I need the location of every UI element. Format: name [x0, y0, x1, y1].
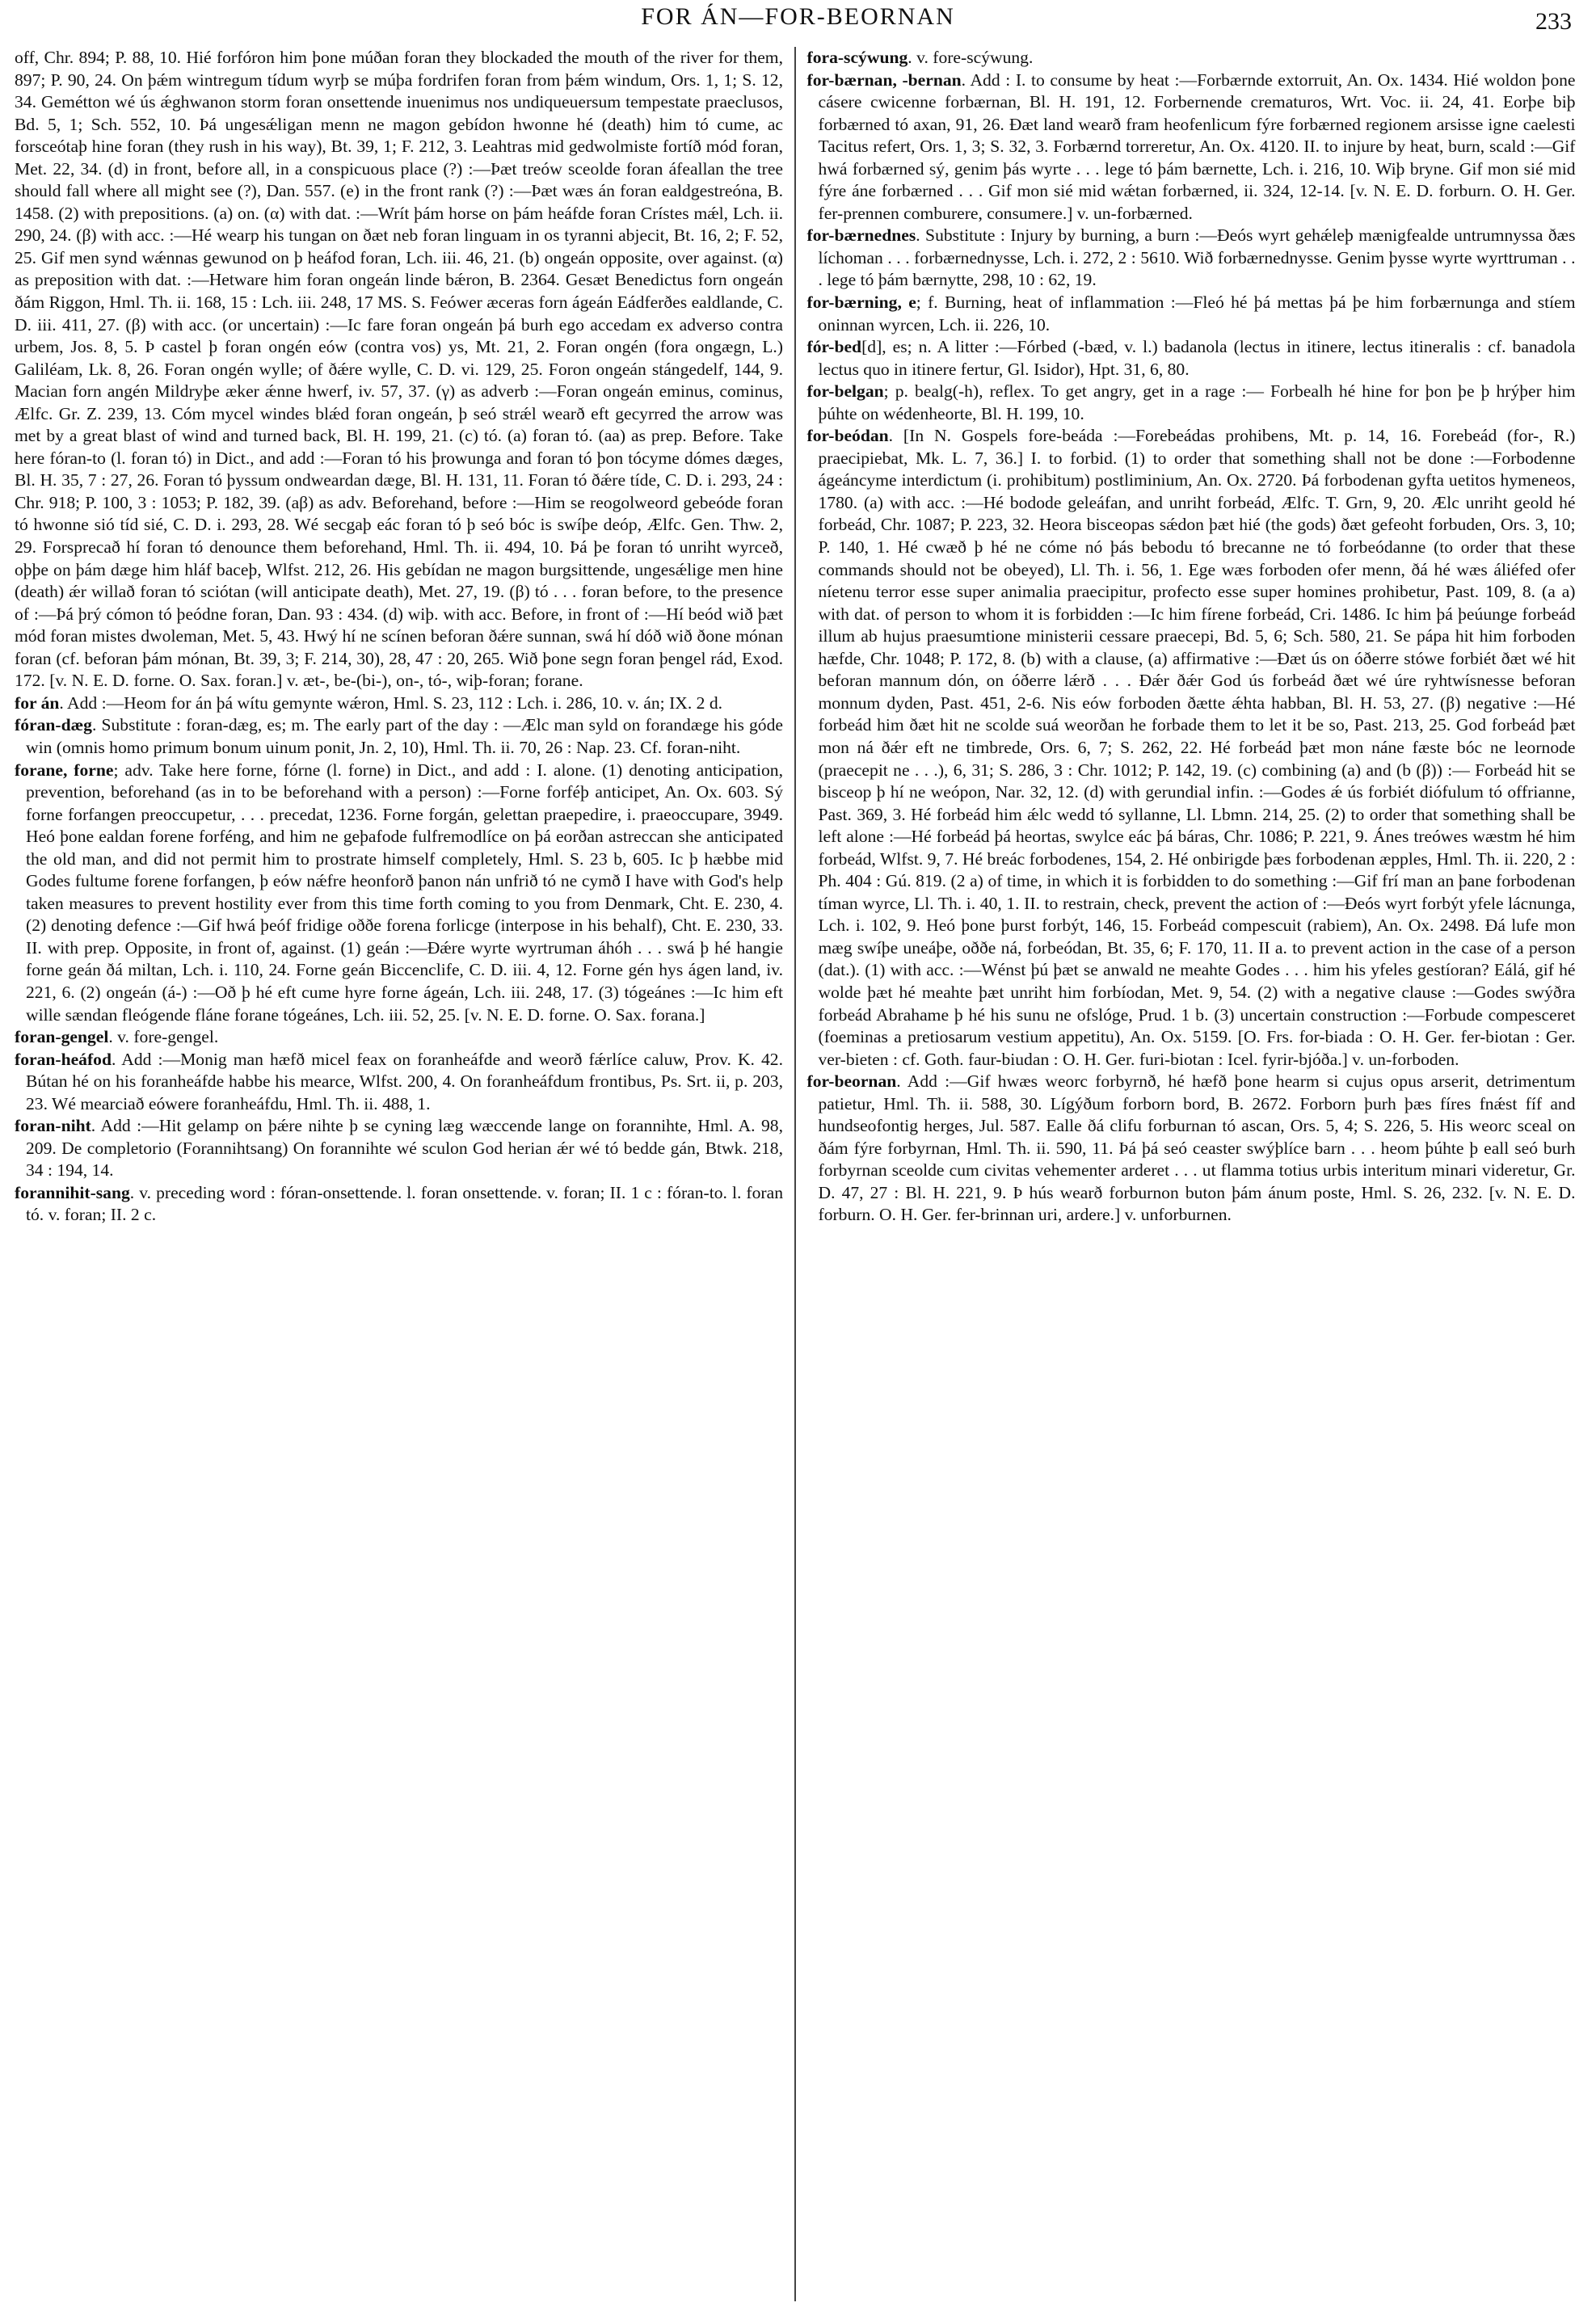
headword: fora-scýwung [806, 48, 908, 67]
dictionary-entry: for án. Add :—Heom for án þá wítu gemynte wǽron, Hml. S. 23, 112 : Lch. i. 286, 10. v. án; IX. 2 d. [15, 692, 723, 713]
headword: forane, forne [15, 760, 114, 780]
headword: fór-bed [806, 337, 862, 357]
page-header [0, 0, 1596, 48]
headword: for-belgan [806, 381, 884, 402]
dictionary-columns [15, 47, 1586, 2301]
headword: for-beornan [806, 1071, 897, 1092]
headword: foran-niht [15, 1116, 91, 1136]
headword: foran-heáfod [15, 1049, 112, 1069]
headword: for-bærnednes [806, 225, 916, 246]
headword: foran-gengel [15, 1027, 109, 1047]
headword: for-bærnan, -bernan [806, 69, 962, 90]
left-column [15, 47, 794, 2301]
dictionary-entry: foran-niht. Add :—Hit gelamp on þǽre nihte þ se cyning læg wæccende lange on forannihte, Hml. A. 98, 209. De completorio (Forannihtsang) On forannihte wé sculon God herian ǽr wé tó bedde gán, Btwk. 218, 34 : 194, 14. [15, 1116, 783, 1181]
dictionary-entry: fór-bed[d], es; n. A litter :—Fórbed (-bæd, v. l.) badanola (lectus in itinere, lectus itineralis : cf. banadola lectus quo in itinere fertur, Gl. Isidor), Hpt. 31, 6, 80. [806, 337, 1576, 379]
dictionary-entry: fora-scýwung. v. fore-scýwung. [806, 48, 1034, 67]
right-column [796, 47, 1576, 2301]
dictionary-entry: off, Chr. 894; P. 88, 10. Hié forfóron him þone múðan foran they blockaded the mouth of the river for them, 897; P. 90, 24. On þǽm wintregum tídum wyrþ se múþa fordrifen foran from þǽm windum, Ors. 1, 1; S. 12, 34. Gemétton wé ús ǽghwanon storm foran onsettende inuenimus nos undiqueuersum tempestate praeclusos, Bd. 5, 1; Sch. 552, 10. Þá ungesǽligan menn ne magon gebídon hwonne hé (death) him tó cume, ac forsceótaþ hine foran (they rush in his way), Bt. 39, 1; F. 212, 3. Leahtras mid gedwolmiste fortíð mód foran, Met. 22, 34. (d) in front, before all, in a conspicuous place (?) :—Þæt treów sceolde foran áfeallan the tree should fall where all might see (?), Dan. 557. (e) in the front rank (?) :—Þæt wæs án foran ealdgestreóna, B. 1458. (2) with prepositions. (a) on. (α) with dat. :—Wrít þám horse on þám heáfde foran Crístes mǽl, Lch. ii. 290, 24. (β) with acc. :—Hé wearp his tungan on ðæt neb foran linguam in os tyranni abjecit, Bt. 16, 2; F. 52, 25. Gif men synd wǽnnas gewunod on þ heáfod foran, Lch. iii. 46, 21. (b) ongeán opposite, over against. (α) as preposition with dat. :—Hetware him foran ongeán linde bǽron, B. 2364. Gesæt Benedictus forn ongeán ðám Riggon, Hml. Th. ii. 168, 15 : Lch. iii. 248, 17 MS. S. Feówer æceras forn ágeán Eádferðes ealdlande, C. D. iii. 411, 27. (β) with acc. (or uncertain) :—Ic fare foran ongeán þá burh ego accedam ex adverso contra urbem, Jos. 8, 5. Þ castel þ foran ongén eów (contra vos) ys, Mt. 21, 2. Foran ongén (fora ongægn, L.) Galiléam, Lk. 8, 26. Foran ongén wylle; of ðǽre wylle, C. D. vi. 129, 25. Foron ongeán stángedelf, 144, 9. Macian forn angén Mildryþe æker ǽnne hwerf, iv. 57, 37. (γ) as adverb :—Foran ongeán eminus, cominus, Ælfc. Gr. Z. 239, 13. Cóm mycel windes blǽd foran ongeán, þ seó strǽl wearð eft gecyrred the arrow was met by a great blast of wind and turned back, Bl. H. 199, 21. (c) tó. (a) foran tó. (aa) as prep. Before. Take here fóran-to (l. foran tó) in Dict., and add :—Foran tó his þrowunga and foran tó þon tócyme dómes dæges, Bl. H. 35, 7 : 27, 26. Foran tó þyssum ondweardan dæge, Bl. H. 131, 11. Foran tó ðǽre tíde, C. D. i. 293, 24 : Chr. 918; P. 100, 3 : 1053; P. 182, 39. (aβ) as adv. Beforehand, before :—Him se reogolweord gebeóde foran tó hwonne sió tíd sié, C. D. i. 293, 28. Wé secgaþ eác foran tó þ seó bóc is swíþe deóp, Ælfc. Gen. Thw. 2, 29. Forsprecað hí foran tó denounce them beforehand, Hml. Th. ii. 494, 10. Þá þe foran tó unriht wyrceð, oþþe on þám dæge him hláf baceþ, Wlfst. 212, 26. His gebídan ne magon burgsittende, ungesǽlige men hine (death) ǽr willað foran tó sciótan (will anticipate death), Met. 27, 19. (β) tó . . . foran before, to the presence of :—Þá þrý cómon tó þeódne foran, Dan. 93 : 434. (d) wiþ. with acc. Before, in front of :—Hí beód wið þæt mód foran mistes dwoleman, Met. 5, 43. Hwý hí ne scínen beforan ðǽre sunnan, swá hí dóð wið ðone mónan foran (cf. beforan þám mónan, Bt. 39, 3; F. 214, 30), 28, 47 : 20, 265. Wið þone segn foran þengel rád, Exod. 172. [v. N. E. D. forne. O. Sax. foran.] v. æt-, be-(bi-), on-, tó-, wiþ-foran; forane. [15, 48, 783, 691]
page-number: 233 [1535, 8, 1572, 35]
headword: for-beódan [806, 426, 889, 446]
dictionary-entry: for-bærnan, -bernan. Add : I. to consume by heat :—Forbærnde extorruit, An. Ox. 1434. Hié woldon þone cásere cwicenne forbærnan, Bl. H. 191, 12. Forbernende crematuros, Wrt. Voc. ii. 24, 41. Eorþe biþ forbærned tó axan, 91, 26. Ðæt land wearð fram heofenlicum fýre forbærned regionem arsisse igne caelesti Tacitus refert, Ors. 1, 3; S. 32, 3. Forbærnd torreretur, An. Ox. 4120. II. to injure by heat, burn, scald :—Gif hwá forbærned sý, genim þás wyrte . . . lege tó þám bærnette, Lch. i. 216, 10. Wiþ bryne. Gif mon sié mid fýre áne forbærned . . . Gif mon sié mid wǽtan forbærned, ii. 324, 12-14. [v. N. E. D. forburn. O. H. Ger. fer-prennen comburere, consumere.] v. un-forbærned. [806, 69, 1576, 223]
dictionary-entry: forane, forne; adv. Take here forne, fórne (l. forne) in Dict., and add : I. alone. (1) denoting anticipation, prevention, beforehand (as in to be beforehand with a person) :—Forne forféþ anticipet, An. Ox. 603. Sý forne forfangen preoccupetur, . . . precedat, 1236. Forne forgán, gelettan praepedire, i. praeoccupare, 3949. Heó þone ealdan forene forféng, and him ne geþafode fulfremodlíce on þá eorðan astreccan she anticipated the old man, and did not permit him to prostrate himself completely, Hml. S. 23 b, 605. Ic þ hæbbe mid Godes fultume forene forfangen, þ eów nǽfre heonforð þanon nán unfrið tó ne cymð I have with God's help taken measures to prevent hostility ever from this time forth coming to you from Denmark, Cht. E. 230, 4. (2) denoting defence :—Gif hwá þeóf fridige oððe forena forlicge (interpose in his behalf), Cht. E. 230, 33. II. with prep. Opposite, in front of, against. (1) geán :—Ðǽre wyrte wyrtruman áhóh . . . swá þ hé hangie forne geán ðá miltan, Lch. i. 110, 24. Forne geán Biccenclife, C. D. iii. 4, 12. Forne gén hys ágen land, iv. 221, 6. (2) ongeán (á-) :—Oð þ hé eft cume hyre forne ágeán, Lch. iii. 248, 17. (3) tógeánes :—Ic him eft wille sændan fleógende fláne forane tógeánes, Lch. iii. 52, 25. [v. N. E. D. forne. O. Sax. forana.] [15, 760, 783, 1025]
dictionary-entry: for-beódan. [In N. Gospels fore-beáda :—Forebeádas prohibens, Mt. p. 14, 16. Forebeád (for-, R.) praecipiebat, Mk. L. 7, 36.] I. to forbid. (1) to order that something shall not be done :—Forbodenne ágeáncyme interdictum (i. prohibitum) postliminium, An. Ox. 2720. Þá forbodenan gyfta uetitos hymeneos, 1780. (a) with acc. :—Hé bodode geleáfan, and unriht forbeád, Ælfc. T. Grn, 9, 20. Ælc unriht geold hé forbeád, Chr. 1087; P. 223, 32. Heora bisceopas sǽdon þæt hié (the gods) ðæt gefeoht forbuden, Ors. 3, 10; P. 140, 1. Hé cwæð þ hé ne cóme nó þás bebodu tó brecanne ne tó forbeódanne (to order that these commands should not be obeyed), Ll. Th. i. 56, 1. Ege wæs forboden ofer menn, ðá hé wæs áliéfed ofer níetenu terror esse super animalia praecipitur, profecto esse super homines prohibetur, Past. 109, 8. (a a) with dat. of person to whom it is forbidden :—Ic him fírene forbeád, Cri. 1486. Ic him þá þeúunge forbeád illum ab hujus praesumtione ministerii cessare praecepi, Bd. 5, 6; Sch. 580, 21. Se pápa hit him forboden hæfde, Chr. 1048; P. 172, 8. (b) with a clause, (a) affirmative :—Ðæt ús on óðerre stówe forbiét ðæt wé hit beforan mannum dón, on óðerre lǽrð . . . Ðǽr ðǽr God ús forbeád ðæt wé úre ryhtwísnesse beforan monnum dyden, Past. 451, 2-6. Nis eów forboden ðætte ǽhta habban, Bl. H. 53, 27. (β) negative :—Hé forbeád him ðæt hit ne scolde suá weorðan he forbade them to let it be so, Past. 213, 25. God forbeád þæt mon ná ðǽr eft ne timbrede, Ors. 6, 7; S. 262, 22. Hé forbeád þæt mon náne fæste bóc ne leornode (praecepit ne . . .), 6, 31; S. 286, 3 : Chr. 1012; P. 142, 19. (c) combining (a) and (b (β)) :— Forbeád hit se bisceop þ hí ne weópon, Nar. 32, 12. (d) with gerundial infin. :—Godes ǽ ús forbiét diófulum tó offrianne, Past. 369, 3. Hé forbeád him ǽlc wedd tó syllanne, Ll. Lbmn. 214, 25. (2) to order that something shall be left alone :—Hé forbeád þá heortas, swylce eác þá báras, Chr. 1086; P. 221, 9. Ánes treówes wæstm hé him forbeád, Wlfst. 9, 7. Hé breác forbodenes, 154, 2. Hé onbirigde þæs forbodenan æpples, Hml. Th. ii. 220, 2 : Ph. 404 : Gú. 819. (2 a) of time, in which it is forbidden to do something :—Gif frí man an þane forbodenan tíman wyrce, Ll. Th. i. 40, 1. II. to restrain, check, prevent the action of :—Ðeós wyrt forbýt yfele lácnunga, Lch. i. 102, 9. Heó þone þurst forbýt, 146, 15. Forbeád compescuit (rabiem), An. Ox. 2498. Ðá lufe mon mæg swíþe uneáþe, oððe ná, forbeódan, Bt. 35, 6; F. 170, 11. II a. to prevent action in the case of a person (dat.). (1) with acc. :—Wénst þú þæt se anwald ne meahte Godes . . . him his yfeles gestíoran? Eálá, gif hé wolde þæt hé meahte þæt unriht him forbíodan, Met. 9, 54. (2) with a negative clause :—Godes swýðra forbeád Abrahame þ hé his sunu ne ofslóge, Prud. 1 b. (3) uncertain construction :—Forbude compesceret (foeminas a pretiosarum vestium appetitu), An. Ox. 5159. [O. Frs. for-biada : O. H. Ger. fer-biotan : Ger. ver-bieten : cf. Goth. faur-biudan : O. H. Ger. furi-biotan : Icel. fyrir-bjóða.] v. un-forboden. [806, 426, 1576, 1069]
dictionary-entry: for-bærnednes. Substitute : Injury by burning, a burn :—Ðeós wyrt gehǽleþ mænigfealde untrumnyssa ðæs líchoman . . . forbærnednysse, Lch. i. 272, 2 : 5610. Wið forbærnednysse. Genim þysse wyrte wyrttruman . . . lege tó þám bærnytte, 298, 10 : 62, 19. [806, 225, 1576, 290]
dictionary-entry: for-bærning, e; f. Burning, heat of inflammation :—Fleó hé þá mettas þá þe him forbærnunga and stíem oninnan wyrcen, Lch. ii. 226, 10. [806, 293, 1576, 335]
headword: forannihit-sang [15, 1182, 130, 1202]
headword: for án [15, 692, 60, 713]
dictionary-entry: forannihit-sang. v. preceding word : fóran-onsettende. l. foran onsettende. v. foran; II. 1 c : fóran-to. l. foran tó. v. foran; II. 2 c. [15, 1182, 783, 1225]
headword: for-bærning, e [806, 293, 916, 313]
dictionary-entry: for-belgan; p. bealg(-h), reflex. To get angry, get in a rage :— Forbealh hé hine for þon þe þ hrýþer him þúhte on wédenheorte, Bl. H. 199, 10. [806, 381, 1576, 423]
dictionary-entry: for-beornan. Add :—Gif hwæs weorc forbyrnð, hé hæfð þone hearm si cujus opus arserit, detrimentum patietur, Hml. Th. ii. 588, 30. Lígýðum forborn bord, B. 2672. Forborn þurh þæs fíres fnǽst fíf and hundseofontig herges, Jul. 587. Ealle ðá clifu forburnan tó ascan, Ors. 5, 4; S. 226, 5. His weorc sceal on ðám fýre forbyrnan, Hml. Th. ii. 590, 11. Þá þá seó ceaster swýþlíce barn . . . heom þúhte þ eall seó burh forbyrnan sceolde cum civitas vehementer arderet . . . ut flamma totius urbis interitum minari videretur, Gr. D. 47, 27 : Bl. H. 221, 9. Þ hús wearð forburnon buton þám ánum poste, Hml. S. 26, 232. [v. N. E. D. forburn. O. H. Ger. fer-brinnan uri, ardere.] v. unforburnen. [806, 1071, 1576, 1225]
dictionary-entry: foran-gengel. v. fore-gengel. [15, 1027, 219, 1047]
dictionary-entry: foran-heáfod. Add :—Monig man hæfð micel feax on foranheáfde and weorð fǽrlíce caluw, Prov. K. 42. Bútan hé on his foranheáfde habbe his mearce, Wlfst. 200, 4. On foranheáfdum frontibus, Ps. Srt. ii, p. 203, 23. Wé mearciað eówere foranheáfdu, Hml. Th. ii. 488, 1. [15, 1049, 783, 1113]
running-head: FOR ÁN—FOR-BEORNAN [641, 3, 955, 30]
dictionary-entry: fóran-dæg. Substitute : foran-dæg, es; m. The early part of the day : —Ælc man syld on forandæge his góde win (omnis homo primum bonum uinum ponit, Jn. 2, 10), Hml. Th. ii. 70, 26 : Nap. 23. Cf. foran-niht. [15, 715, 783, 757]
headword: fóran-dæg [15, 715, 92, 735]
